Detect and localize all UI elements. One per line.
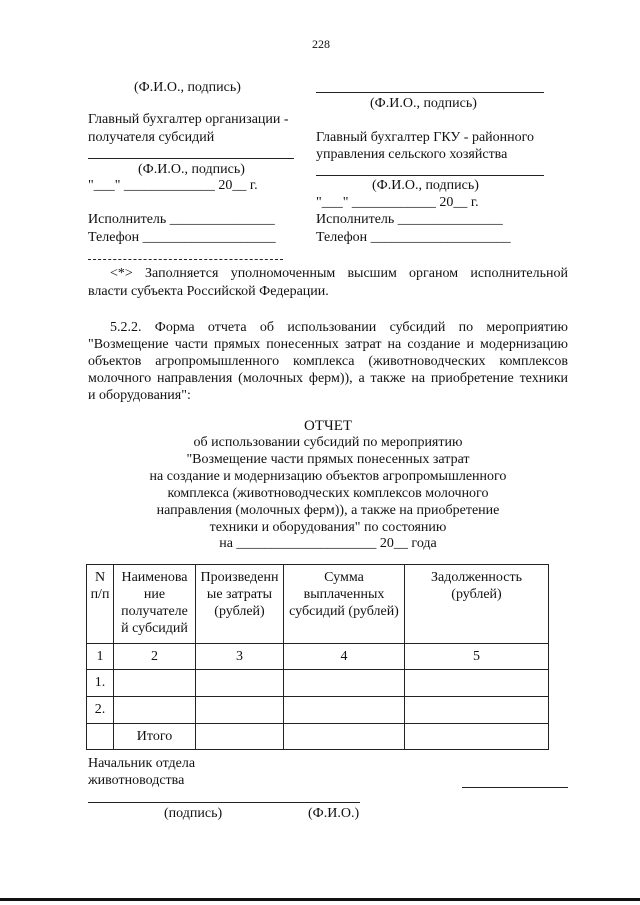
report-title: ОТЧЕТ bbox=[303, 418, 353, 434]
right-title-1: Главный бухгалтер ГКУ - районного bbox=[316, 130, 535, 145]
left-phone: Телефон ___________________ bbox=[88, 230, 276, 245]
fio-label: (Ф.И.О.) bbox=[308, 806, 360, 821]
header-recipient: Наименова ние получателе й субсидий bbox=[114, 565, 196, 644]
header-costs: Произведенн ые затраты (рублей) bbox=[196, 565, 284, 644]
table-cell bbox=[196, 670, 284, 697]
col-number: 2 bbox=[114, 644, 196, 670]
right-phone: Телефон ____________________ bbox=[316, 230, 511, 245]
left-date: "___" _____________ 20__ г. bbox=[88, 178, 258, 193]
report-subtitle-3: на создание и модернизацию объектов агропромышленного bbox=[149, 469, 507, 484]
header-subsidy-sum: Сумма выплаченных субсидий (рублей) bbox=[284, 565, 405, 644]
total-label: Итого bbox=[114, 724, 196, 750]
signoff-sign-line bbox=[88, 802, 360, 803]
table-cell bbox=[196, 724, 284, 750]
signoff-right-line bbox=[462, 787, 568, 788]
table-cell bbox=[405, 697, 549, 724]
right-date: "___" ____________ 20__ г. bbox=[316, 195, 479, 210]
table-numbering-row bbox=[87, 644, 549, 670]
col-number: 1 bbox=[87, 644, 114, 670]
header-number: N п/п bbox=[87, 565, 114, 644]
table-cell bbox=[196, 697, 284, 724]
table-total-row bbox=[87, 724, 549, 750]
col-number: 4 bbox=[284, 644, 405, 670]
sign-label: (подпись) bbox=[164, 806, 223, 821]
section-line-4: молочного направления (молочных ферм)), а также на приобретение техники bbox=[88, 371, 568, 386]
right-fio-label-top: (Ф.И.О., подпись) bbox=[370, 96, 477, 111]
right-title-2: управления сельского хозяйства bbox=[316, 147, 508, 162]
left-title-2: получателя субсидий bbox=[88, 130, 215, 145]
table-cell bbox=[114, 697, 196, 724]
table-cell: 1. bbox=[87, 670, 114, 697]
signoff-line-2: животноводства bbox=[88, 773, 185, 788]
footnote-separator bbox=[88, 259, 283, 260]
table-cell bbox=[284, 697, 405, 724]
table-cell: 2. bbox=[87, 697, 114, 724]
footnote-line-2: власти субъекта Российской Федерации. bbox=[88, 284, 329, 299]
table-cell bbox=[284, 724, 405, 750]
footnote-line-1: <*> Заполняется уполномоченным высшим органом исполнительной bbox=[110, 266, 568, 281]
table-cell bbox=[114, 670, 196, 697]
table-cell bbox=[405, 724, 549, 750]
right-executor: Исполнитель _______________ bbox=[316, 212, 503, 227]
right-fio-label-2: (Ф.И.О., подпись) bbox=[372, 178, 479, 193]
left-fio-label: (Ф.И.О., подпись) bbox=[134, 80, 241, 95]
col-number: 5 bbox=[405, 644, 549, 670]
section-line-3: объектов агропромышленного комплекса (животноводческих комплексов bbox=[88, 354, 568, 369]
report-date-line: на ____________________ 20__ года bbox=[219, 536, 437, 551]
report-subtitle-5: направления (молочных ферм)), а также на приобретение bbox=[156, 503, 500, 518]
table-row bbox=[87, 697, 549, 724]
report-subtitle-1: об использовании субсидий по мероприятию bbox=[193, 435, 463, 450]
table-row bbox=[87, 670, 549, 697]
left-title-1: Главный бухгалтер организации - bbox=[88, 112, 289, 127]
signoff-line-1: Начальник отдела bbox=[88, 756, 196, 771]
right-sign-line-2 bbox=[316, 175, 544, 176]
right-sign-line-top bbox=[316, 92, 544, 93]
scan-edge-bar bbox=[0, 898, 640, 901]
page-number: 228 bbox=[312, 37, 330, 51]
table-cell bbox=[405, 670, 549, 697]
report-subtitle-4: комплекса (животноводческих комплексов молочного bbox=[167, 486, 489, 501]
table-cell bbox=[87, 724, 114, 750]
col-number: 3 bbox=[196, 644, 284, 670]
section-line-2: "Возмещение части прямых понесенных затрат на создание и модернизацию bbox=[88, 337, 568, 352]
left-fio-label-2: (Ф.И.О., подпись) bbox=[138, 162, 245, 177]
header-debt: Задолженность (рублей) bbox=[405, 565, 549, 644]
section-line-1: 5.2.2. Форма отчета об использовании субсидий по мероприятию bbox=[110, 320, 568, 335]
table-cell bbox=[284, 670, 405, 697]
left-executor: Исполнитель _______________ bbox=[88, 212, 275, 227]
report-subtitle-6: техники и оборудования" по состоянию bbox=[209, 520, 447, 535]
table-header-row bbox=[87, 565, 549, 644]
report-subtitle-2: "Возмещение части прямых понесенных затрат bbox=[186, 452, 470, 467]
left-sign-line-2 bbox=[88, 158, 294, 159]
report-table bbox=[86, 564, 549, 750]
section-line-5: и оборудования": bbox=[88, 388, 191, 403]
